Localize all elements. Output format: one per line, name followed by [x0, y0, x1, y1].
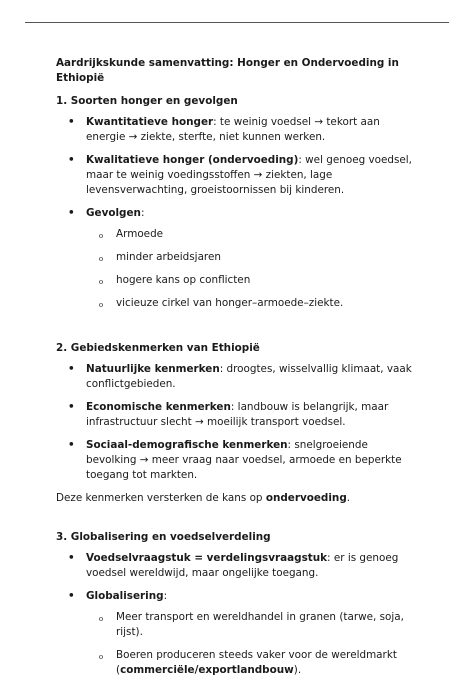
definition: :: [140, 207, 145, 219]
sub-item-emphasis: commerciële/exportlandbouw: [120, 664, 294, 676]
term: Kwalitatieve honger (ondervoeding): [86, 154, 299, 166]
spacer: [56, 506, 416, 530]
section-3-list: [56, 551, 416, 678]
sub-list-item: [86, 273, 416, 288]
sub-list-item: [86, 250, 416, 265]
circle-bullet-icon: o: [99, 614, 103, 623]
conclusion-text: Deze kenmerken versterken de kans op: [56, 492, 266, 504]
gevolgen-sublist: [86, 227, 416, 311]
bullet-icon: •: [68, 439, 75, 451]
section-2-conclusion: [56, 491, 416, 506]
definition: : wel genoeg voedsel, maar te weinig voedingsstoffen → ziekten, lage levensverwachting, groeistoornissen bij kinderen.: [86, 154, 412, 196]
section-1-list: [56, 115, 416, 311]
term: Natuurlijke kenmerken: [86, 363, 220, 375]
definition: : droogtes, wisselvallig klimaat, vaak conflictgebieden.: [86, 363, 412, 390]
list-item: [56, 206, 416, 311]
bullet-icon: •: [68, 552, 75, 564]
term: Globalisering: [86, 590, 164, 602]
conclusion-end: .: [346, 492, 351, 504]
term: Sociaal-demografische kenmerken: [86, 439, 288, 451]
bullet-icon: •: [68, 363, 75, 375]
term: Gevolgen: [86, 207, 141, 219]
sub-list-item: [86, 227, 416, 242]
circle-bullet-icon: o: [99, 254, 103, 263]
section-heading-2: 2. Gebiedskenmerken van Ethiopië: [56, 342, 260, 354]
sub-list-item: [86, 296, 416, 311]
sub-list-item: [86, 610, 416, 640]
circle-bullet-icon: o: [99, 277, 103, 286]
sub-item-end: ).: [293, 664, 302, 676]
term: Kwantitatieve honger: [86, 116, 214, 128]
definition: :: [163, 590, 168, 602]
list-item: [56, 551, 416, 581]
document-title: Aardrijkskunde samenvatting: Honger en Ondervoeding in Ethiopië: [56, 57, 399, 84]
list-item: [56, 115, 416, 145]
definition: : landbouw is belangrijk, maar infrastructuur slecht → moeilijk transport voedsel.: [86, 401, 389, 428]
term: Economische kenmerken: [86, 401, 231, 413]
list-item: [56, 589, 416, 678]
bullet-icon: •: [68, 401, 75, 413]
sub-item-text: minder arbeidsjaren: [116, 251, 221, 263]
definition: : er is genoeg voedsel wereldwijd, maar ongelijke toegang.: [86, 552, 399, 579]
spacer: [56, 319, 416, 341]
list-item: [56, 153, 416, 198]
section-2-list: [56, 362, 416, 483]
circle-bullet-icon: o: [99, 300, 103, 309]
conclusion-emphasis: ondervoeding: [265, 492, 347, 504]
definition: : te weinig voedsel → tekort aan energie → ziekte, sterfte, niet kunnen werken.: [86, 116, 380, 143]
section-heading-1: 1. Soorten honger en gevolgen: [56, 95, 238, 107]
document-body: [56, 56, 416, 686]
sub-item-text: Boeren produceren steeds vaker voor de wereldmarkt (: [116, 649, 397, 676]
sub-list-item: [86, 648, 416, 678]
sub-item-text: Armoede: [116, 228, 164, 240]
list-item: [56, 362, 416, 392]
bullet-icon: •: [68, 154, 75, 166]
list-item: [56, 400, 416, 430]
page-top-rule: [25, 22, 449, 23]
list-item: [56, 438, 416, 483]
circle-bullet-icon: o: [99, 652, 103, 661]
definition: : snelgroeiende bevolking → meer vraag naar voedsel, armoede en beperkte toegang tot markten.: [86, 439, 402, 481]
globalisering-sublist: [86, 610, 416, 678]
sub-item-text: hogere kans op conflicten: [116, 274, 251, 286]
circle-bullet-icon: o: [99, 231, 103, 240]
bullet-icon: •: [68, 590, 75, 602]
bullet-icon: •: [68, 116, 75, 128]
section-heading-3: 3. Globalisering en voedselverdeling: [56, 531, 271, 543]
sub-item-text: Meer transport en wereldhandel in granen (tarwe, soja, rijst).: [116, 611, 404, 638]
sub-item-text: vicieuze cirkel van honger–armoede–ziekte.: [116, 297, 344, 309]
bullet-icon: •: [68, 207, 75, 219]
term: Voedselvraagstuk = verdelingsvraagstuk: [86, 552, 328, 564]
